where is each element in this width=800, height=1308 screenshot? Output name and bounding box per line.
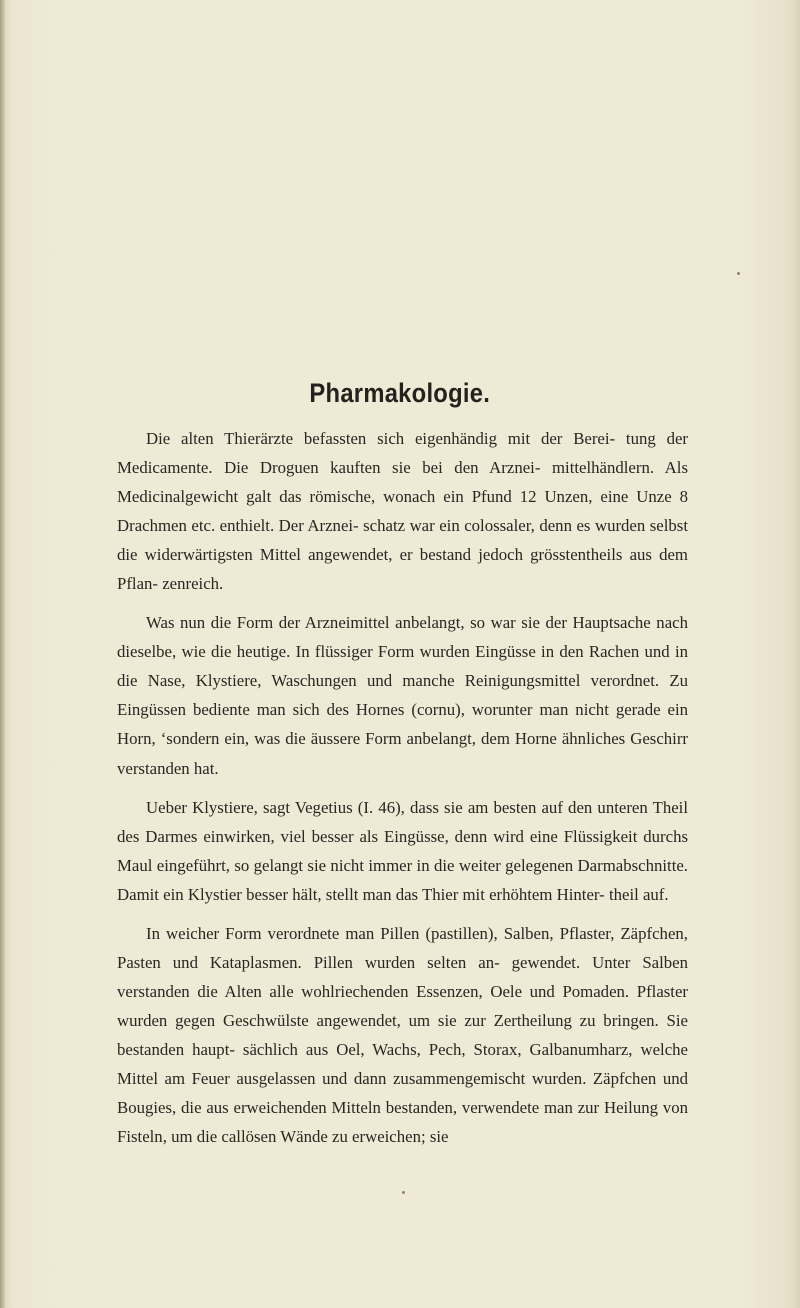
paper-speck [737,272,740,275]
paragraph-1: Die alten Thierärzte befassten sich eigenhändig mit der Berei- tung der Medicamente. Die Droguen kauften sie bei den Arznei- mittelhändlern. Als Medicinalgewicht galt das römische, wonach ein Pfund 12 Unzen, eine Unze 8 Drachmen etc. enthielt. Der Arznei- schatz war ein colossaler, denn es wurden selbst die widerwärtigsten Mittel angewendet, er bestand jedoch grösstentheils aus dem Pflan- zenreich. [117,429,688,594]
paragraph-2: Was nun die Form der Arzneimittel anbelangt, so war sie der Hauptsache nach dieselbe, wie die heutige. In flüssiger Form wurden Eingüsse in den Rachen und in die Nase, Klystiere, Waschungen und manche Reinigungsmittel verordnet. Zu Eingüssen bediente man sich des Hornes (cornu), worunter man nicht gerade ein Horn, ‘sondern ein, was die äussere Form anbelangt, dem Horne ähnliches Geschirr verstanden hat. [117,613,688,778]
page-title: Pharmakologie. [309,378,491,409]
paragraph-4: In weicher Form verordnete man Pillen (pastillen), Salben, Pflaster, Zäpfchen, Pasten und Kataplasmen. Pillen wurden selten an- gewendet. Unter Salben verstanden die Alten alle wohlriechenden Essenzen, Oele und Pomaden. Pflaster wurden gegen Geschwülste angewendet, um sie zur Zertheilung zu bringen. Sie bestanden haupt- sächlich aus Oel, Wachs, Pech, Storax, Galbanumharz, welche Mittel am Feuer ausgelassen und dann zusammengemischt wurden. Zäpfchen und Bougies, die aus erweichenden Mitteln bestanden, verwendete man zur Heilung von Fisteln, um die callösen Wände zu erweichen; sie [117,923,688,1147]
paragraph-3: Ueber Klystiere, sagt Vegetius (I. 46), dass sie am besten auf den unteren Theil des Darmes einwirken, viel besser als Eingüsse, denn wird eine Flüssigkeit durchs Maul eingeführt, so gelangt sie nicht immer in die weiter gelegenen Darmabschnitte. Damit ein Klystier besser hält, stellt man das Thier mit erhöhtem Hinter- theil auf. [117,797,688,904]
body-text [117,424,688,1151]
paper-speck [402,1191,405,1194]
page-edge-shadow [0,0,6,1308]
